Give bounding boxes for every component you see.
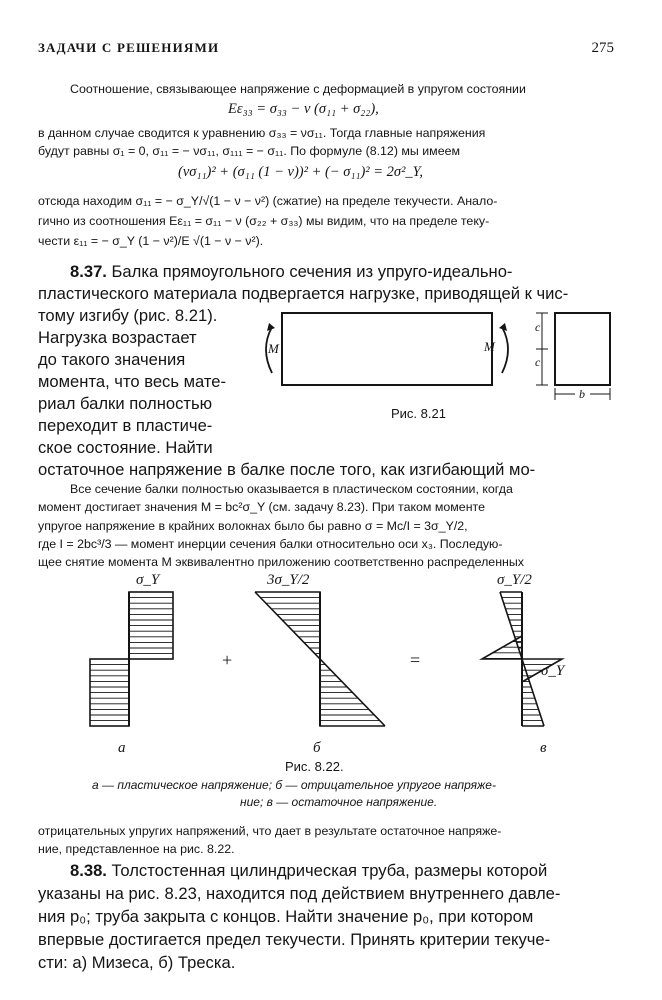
figure-8-22-legend-2: ние; в — остаточное напряжение. — [240, 795, 438, 809]
diagram-c-sub: в — [540, 740, 547, 756]
beam-rectangle — [282, 313, 492, 385]
intro-line-5: гично из соотношения Eε₁₁ = σ₁₁ − ν (σ₂₂ + σ₃₃) мы видим, что на пределе теку- — [38, 214, 490, 228]
solution-line-6: отрицательных упругих напряжений, что дает в результате остаточное напряже- — [38, 824, 502, 838]
dim-b: b — [579, 387, 585, 401]
problem-838-line-2: указаны на рис. 8.23, находится под действием внутреннего давле- — [38, 884, 561, 903]
diagram-a-sub: a — [118, 740, 126, 756]
running-header: ЗАДАЧИ С РЕШЕНИЯМИ — [38, 40, 220, 55]
intro-line-6: чести ε₁₁ = − σ_Y (1 − ν²)/E √(1 − ν − ν²). — [38, 234, 264, 248]
figure-8-22-caption: Рис. 8.22. — [285, 759, 344, 774]
problem-838-line-1: 8.38. Толстостенная цилиндрическая труба, размеры которой — [70, 861, 548, 880]
problem-837-line-9: ское состояние. Найти — [38, 438, 213, 457]
dim-c-lower: c — [535, 355, 541, 369]
solution-line-4: где I = 2bc³/3 — момент инерции сечения балки относительно оси x₃. Последую- — [38, 537, 503, 551]
diagram-c — [482, 592, 565, 726]
problem-837-line-4: Нагрузка возрастает — [38, 328, 197, 347]
diagram-b-top-label: 3σ_Y/2 — [267, 572, 310, 588]
problem-837-line-2: пластического материала подвергается нагрузке, приводящей к чис- — [38, 284, 569, 303]
problem-837-line-3: тому изгибу (рис. 8.21). — [38, 306, 218, 325]
equation-2: (νσ₁₁)² + (σ₁₁ (1 − ν))² + (− σ₁₁)² = 2σ²_Y, — [178, 164, 424, 180]
solution-line-1: Все сечение балки полностью оказывается в пластическом состоянии, когда — [70, 482, 513, 496]
problem-837-line-1: 8.37. Балка прямоугольного сечения из упруго-идеально- — [70, 262, 513, 281]
problem-837-line-5: до такого значения — [38, 350, 186, 369]
problem-838-number: 8.38. — [70, 861, 107, 880]
figure-8-21-caption: Рис. 8.21 — [391, 406, 446, 421]
problem-837-line-6: момента, что весь мате- — [38, 372, 227, 391]
problem-837-line-8: переходит в пластиче- — [38, 416, 213, 435]
diagram-c-top-label: σ_Y/2 — [497, 572, 532, 588]
problem-838-line-4: впервые достигается предел текучести. Принять критерии текуче- — [38, 930, 551, 949]
problem-838-line-5: сти: а) Мизеса, б) Треска. — [38, 953, 236, 972]
diagram-b-sub: б — [313, 740, 321, 756]
problem-838-line-3: ния p₀; труба закрыта с концов. Найти значение p₀, при котором — [38, 907, 534, 926]
diagram-a — [90, 592, 173, 726]
plus-sign: + — [222, 650, 233, 670]
page-number: 275 — [591, 40, 614, 56]
intro-line-2: в данном случае сводится к уравнению σ₃₃ = νσ₁₁. Тогда главные напряжения — [38, 126, 486, 140]
problem-837-line-7: риал балки полностью — [38, 394, 213, 413]
solution-line-5: щее снятие момента M эквивалентно приложению соответственно распределенных — [38, 555, 524, 569]
solution-line-2: момент достигает значения M = bc²σ_Y (см. задачу 8.23). При таком моменте — [38, 500, 485, 514]
moment-arrow-right — [502, 327, 508, 373]
diagram-c-mid-label: σ_Y — [541, 663, 565, 679]
intro-line-1: Соотношение, связывающее напряжение с деформацией в упругом состоянии — [70, 82, 526, 96]
solution-line-7: ние, представленное на рис. 8.22. — [38, 842, 235, 856]
intro-line-3: будут равны σ₁ = 0, σ₁₁ = − νσ₁₁, σ₁₁₁ = − σ₁₁. По формуле (8.12) мы имеем — [38, 144, 460, 158]
problem-837-number: 8.37. — [70, 262, 107, 281]
dim-c-upper: c — [535, 320, 541, 334]
equals-sign: = — [410, 650, 421, 670]
problem-837-line-10b: остаточное напряжение в балке после того, как изгибающий мо- — [38, 460, 536, 479]
diagram-b — [255, 592, 385, 726]
solution-line-3: упругое напряжение в крайних волокнах было бы равно σ = Mc/I = 3σ_Y/2, — [38, 519, 468, 533]
moment-label-left: M — [268, 341, 279, 356]
diagram-a-top-label: σ_Y — [136, 572, 160, 588]
moment-label-right: M — [484, 339, 495, 354]
figure-8-22-legend-1: a — пластическое напряжение; б — отрицательное упругое напряже- — [92, 778, 496, 792]
intro-line-4: отсюда находим σ₁₁ = − σ_Y/√(1 − ν − ν²) (сжатие) на пределе текучести. Анало- — [38, 194, 498, 208]
equation-1: Eε₃₃ = σ₃₃ − ν (σ₁₁ + σ₂₂), — [228, 101, 379, 117]
figure-8-22 — [80, 570, 580, 740]
cross-section — [555, 313, 610, 385]
